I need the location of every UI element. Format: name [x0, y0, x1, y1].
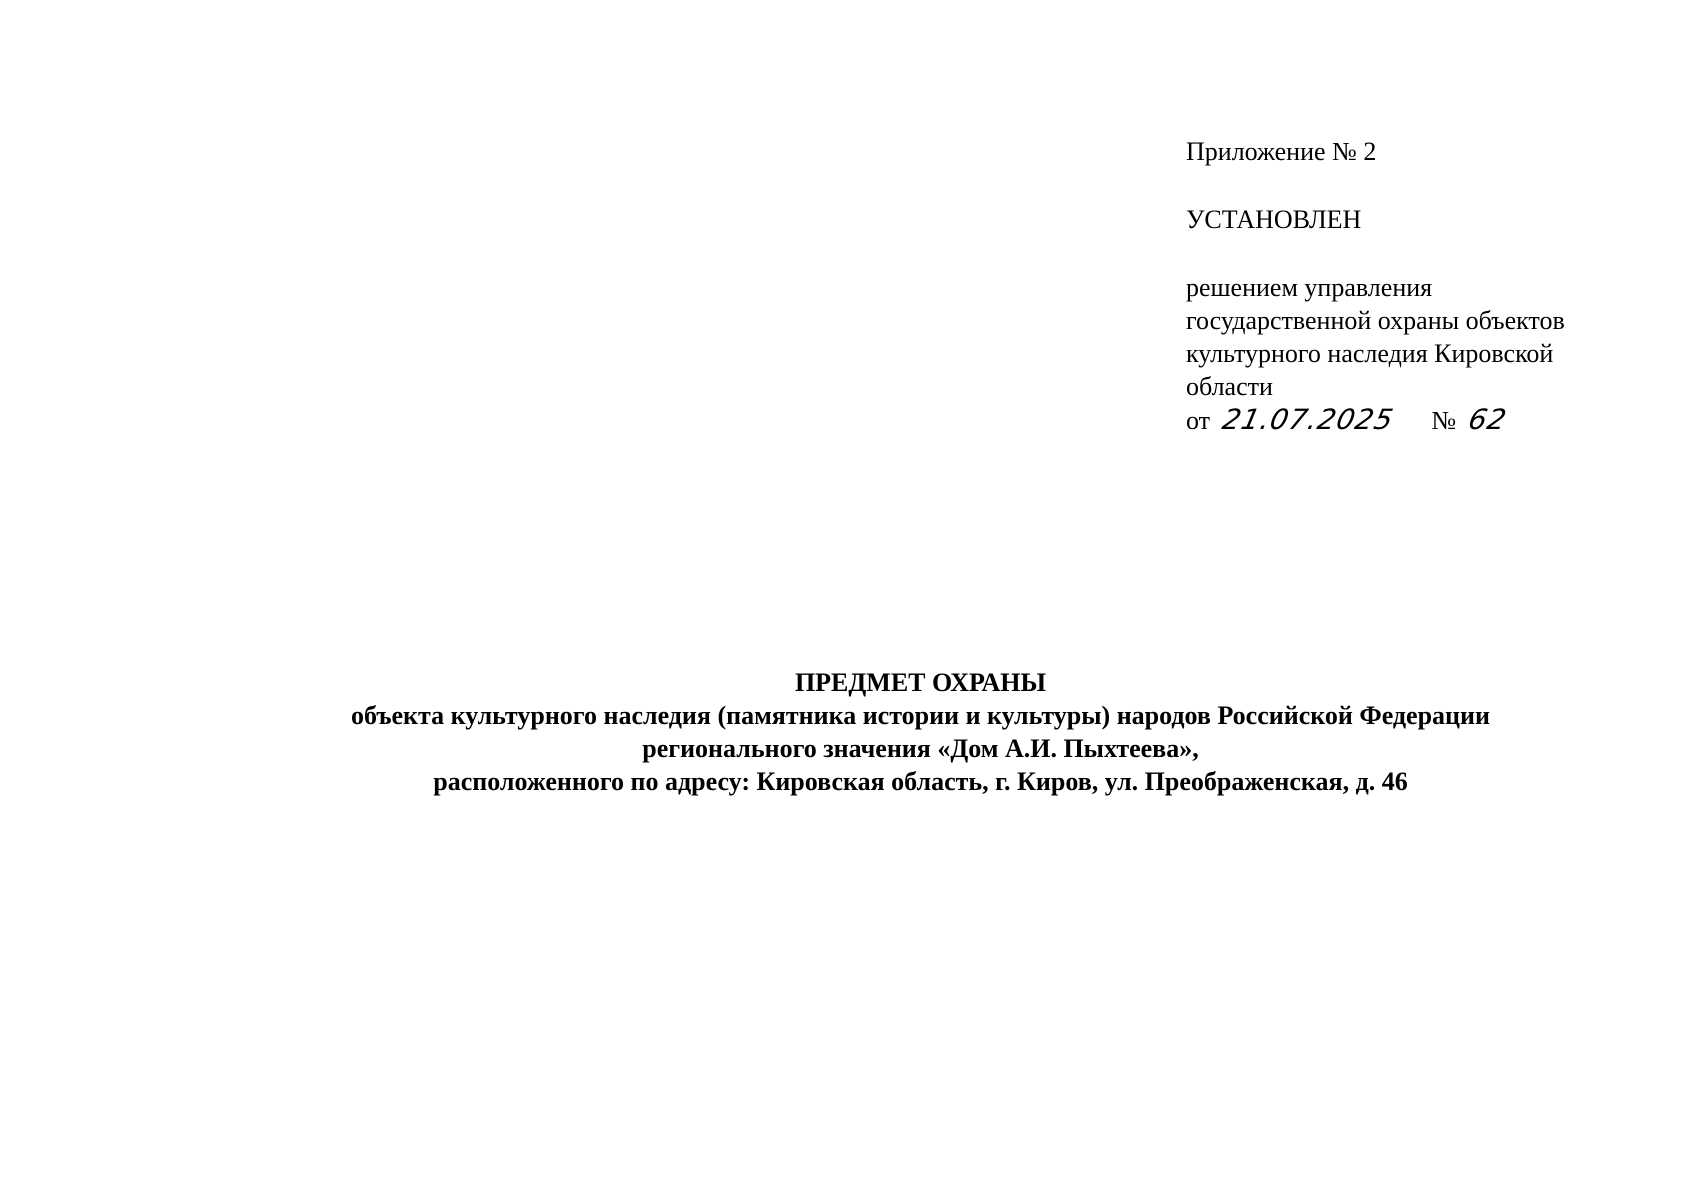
heading-line: регионального значения «Дом А.И. Пыхтеева»,: [642, 734, 1199, 763]
decision-line: государственной охраны объектов: [1186, 306, 1565, 335]
number-sign: №: [1431, 406, 1457, 435]
decision-line: области: [1186, 372, 1273, 401]
heading-title: ПРЕДМЕТ ОХРАНЫ: [794, 668, 1047, 697]
decision-line: решением управления: [1186, 273, 1433, 302]
approval-status: УСТАНОВЛЕН: [1186, 205, 1362, 234]
approval-block: [1186, 135, 1646, 437]
date-prefix: от: [1186, 406, 1211, 435]
appendix-number: Приложение № 2: [1186, 137, 1377, 166]
handwritten-number: 62: [1465, 403, 1510, 436]
heading-line: объекта культурного наследия (памятника истории и культуры) народов Российской Федерации: [351, 701, 1490, 730]
decision-date-line: [1186, 403, 1646, 437]
heading-line: расположенного по адресу: Кировская область, г. Киров, ул. Преображенская, д. 46: [433, 767, 1408, 796]
decision-line: культурного наследия Кировской: [1186, 339, 1554, 368]
handwritten-date: 21.07.2025: [1219, 403, 1397, 436]
document-heading: [0, 666, 1691, 798]
